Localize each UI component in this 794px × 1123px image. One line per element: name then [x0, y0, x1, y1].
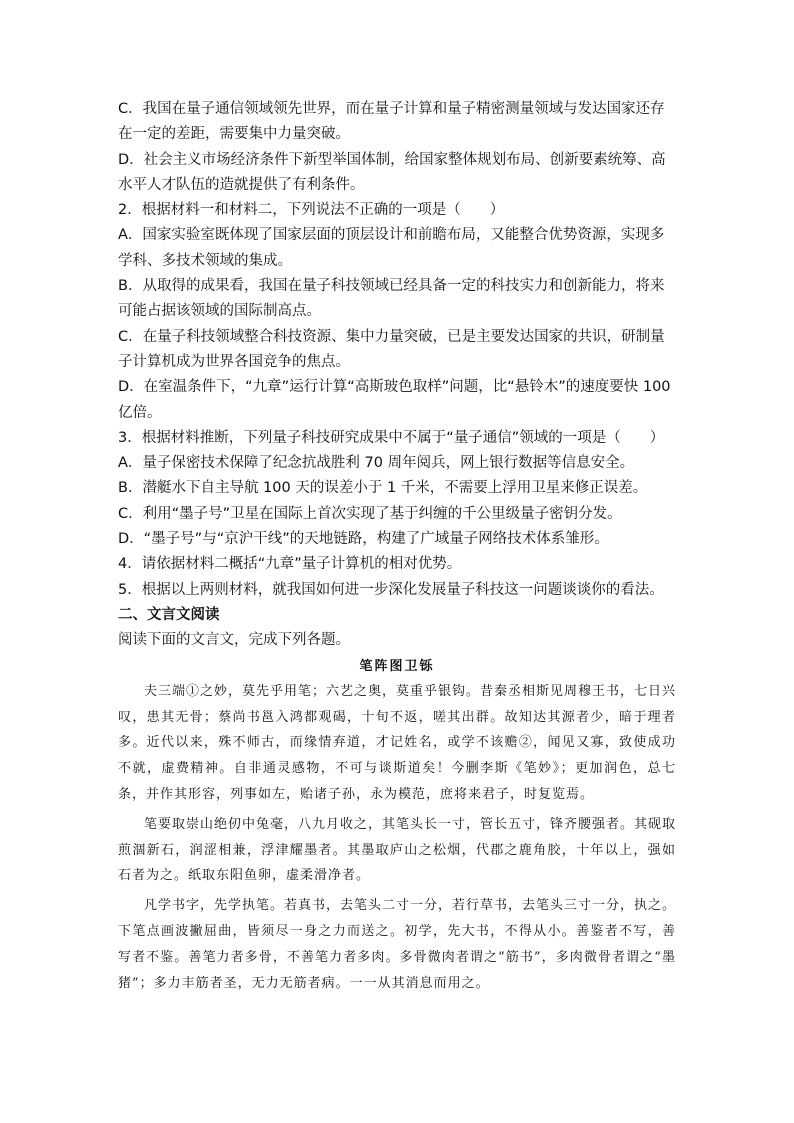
q3-option-d: D．“墨子号”与“京沪干线”的天地链路，构建了广域量子网络技术体系雏形。 [118, 531, 609, 548]
document-page [118, 97, 676, 996]
q3-option-c: C．利用“墨子号”卫星在国际上首次实现了基于纠缠的千公里级量子密钥分发。 [118, 505, 622, 522]
q3-stem: 3．根据材料推断，下列量子科技研究成果中不属于“量子通信”领域的一项是（ ） [118, 429, 665, 446]
q1-option-c: C．我国在量子通信领域领先世界，而在量子计算和量子精密测量领域与发达国家还存在一定的差距，需要集中力量突破。 [118, 101, 665, 143]
q4-stem: 4．请依据材料二概括“九章”量子计算机的相对优势。 [118, 556, 462, 573]
article-paragraph-1: 夫三端①之妙，莫先乎用笔；六艺之奥，莫重乎银钩。昔秦丞相斯见周穆王书，七日兴叹，患其无骨；蔡尚书邕入鸿都观碣，十旬不返，嗟其出群。故知达其源者少，暗于理者多。近代以来，殊不师古，而缘情弃道，才记姓名，或学不该赡②，闻见又寡，致使成功不就，虚费精神。自非通灵感物，不可与谈斯道矣！今删李斯《笔妙》；更加润色，总七条，并作其形容，列事如左，贻诸子孙，永为模范，庶将来君子，时复览焉。 [118, 683, 677, 803]
q2-option-c: C．在量子科技领域整合科技资源、集中力量突破，已是主要发达国家的共识，研制量子计算机成为世界各国竞争的焦点。 [118, 328, 665, 370]
q2-option-a: A．国家实验室既体现了国家层面的顶层设计和前瞻布局，又能整合优势资源，实现多学科、多技术领域的集成。 [118, 227, 665, 269]
q1-option-d: D．社会主义市场经济条件下新型举国体制，给国家整体规划布局、创新要素统筹、高水平人才队伍的造就提供了有利条件。 [118, 151, 666, 193]
section-instruction: 阅读下面的文言文，完成下列各题。 [118, 632, 350, 649]
q3-option-a: A．量子保密技术保障了纪念抗战胜利 70 周年阅兵，网上银行数据等信息安全。 [118, 455, 635, 472]
article-paragraph-3: 凡学书字，先学执笔。若真书，去笔头二寸一分，若行草书，去笔头三寸一分，执之。下笔点画波撇屈曲，皆须尽一身之力而送之。初学，先大书，不得从小。善鉴者不写，善写者不鉴。善笔力者多骨，不善笔力者多肉。多骨微肉者谓之“筋书”，多肉微骨者谓之“墨猪”；多力丰筋者圣，无力无筋者病。一一从其消息而用之。 [118, 898, 677, 991]
section-title: 二、文言文阅读 [118, 606, 220, 623]
article-title: 笔阵图卫铄 [359, 658, 435, 674]
q3-option-b: B．潜艇水下自主导航 100 天的误差小于 1 千米，不需要上浮用卫星来修正误差。 [118, 480, 648, 497]
article-paragraph-2: 笔要取崇山绝仞中兔毫，八九月收之，其笔头长一寸，管长五寸，锋齐腰强者。其砚取煎涸新石，润涩相兼，浮津耀墨者。其墨取庐山之松烟，代郡之鹿角胶，十年以上，强如石者为之。纸取东阳鱼卵，虚柔滑净者。 [118, 816, 677, 884]
q5-stem: 5．根据以上两则材料，就我国如何进一步深化发展量子科技这一问题谈谈你的看法。 [118, 581, 664, 598]
q2-stem: 2．根据材料一和材料二，下列说法不正确的一项是（ ） [118, 202, 505, 219]
q2-option-b: B．从取得的成果看，我国在量子科技领域已经具备一定的科技实力和创新能力，将来可能占据该领域的国际制高点。 [118, 278, 665, 320]
q2-option-d: D．在室温条件下，“九章”运行计算“高斯玻色取样”问题，比“悬铃木”的速度要快 100 亿倍。 [118, 379, 671, 421]
